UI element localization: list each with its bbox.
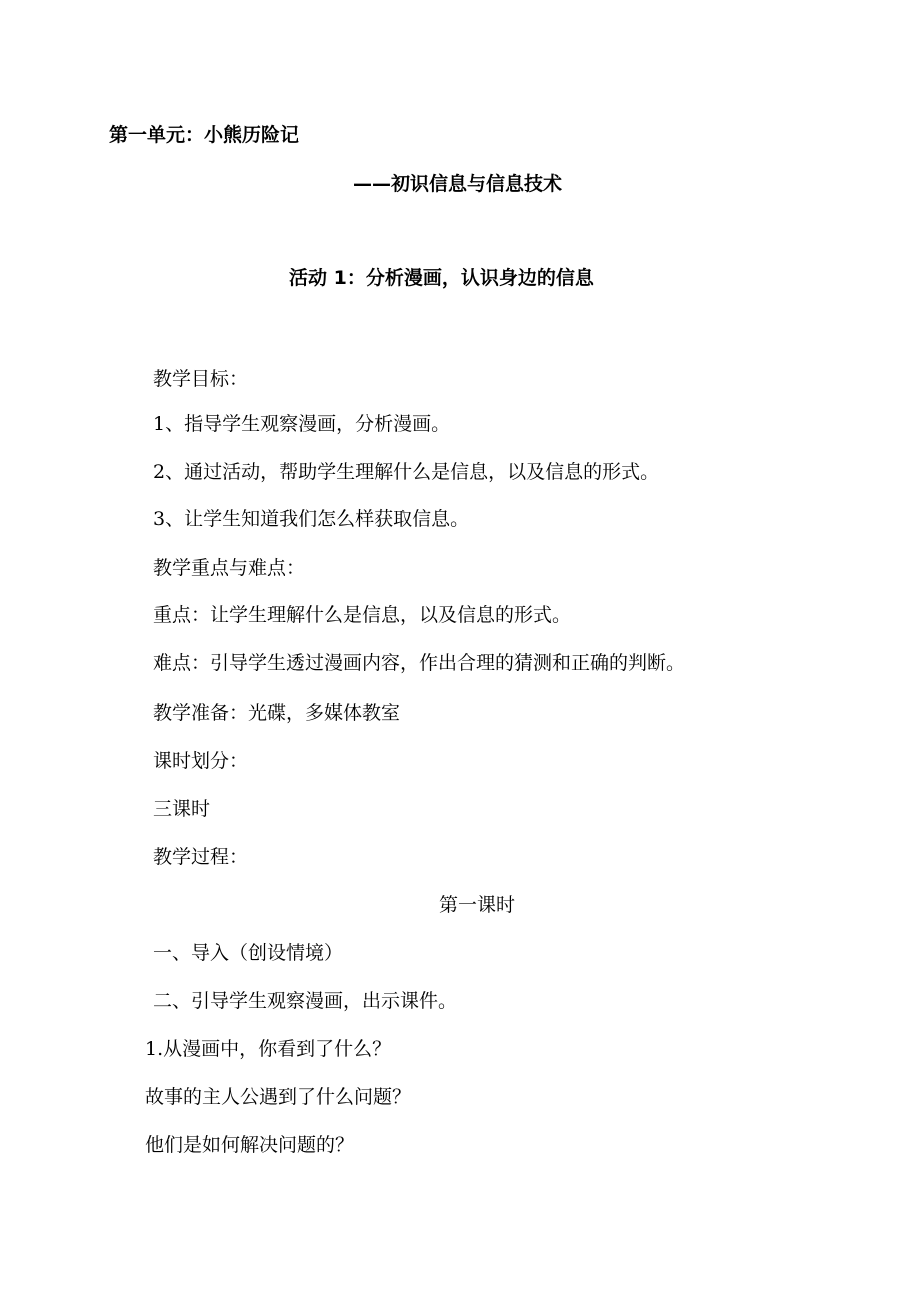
key-point-difficulty: 难点：引导学生透过漫画内容，作出合理的猜测和正确的判断。 bbox=[153, 652, 686, 674]
key-points-heading: 教学重点与难点： bbox=[153, 557, 306, 579]
teaching-preparation: 教学准备：光碟，多媒体教室 bbox=[153, 702, 401, 724]
process-step: 二、引导学生观察漫画，出示课件。 bbox=[153, 990, 458, 1012]
objective-item: 2、通过活动，帮助学生理解什么是信息，以及信息的形式。 bbox=[153, 461, 660, 483]
unit-title: 第一单元：小熊历险记 bbox=[109, 124, 300, 146]
process-step: 1.从漫画中，你看到了什么？ bbox=[145, 1038, 392, 1060]
process-step: 他们是如何解决问题的？ bbox=[145, 1134, 355, 1156]
objective-item: 1、指导学生观察漫画，分析漫画。 bbox=[153, 413, 451, 435]
objective-item: 3、让学生知道我们怎么样获取信息。 bbox=[153, 508, 470, 530]
activity-title: 活动 1：分析漫画，认识身边的信息 bbox=[289, 267, 594, 289]
schedule-value: 三课时 bbox=[153, 798, 211, 820]
key-point-focus: 重点：让学生理解什么是信息，以及信息的形式。 bbox=[153, 604, 572, 626]
process-heading: 教学过程： bbox=[153, 846, 249, 868]
lesson-title: 第一课时 bbox=[439, 894, 516, 916]
schedule-heading: 课时划分： bbox=[153, 750, 249, 772]
document-subtitle: ——初识信息与信息技术 bbox=[353, 173, 563, 195]
process-step: 一、导入（创设情境） bbox=[153, 942, 344, 964]
process-step: 故事的主人公遇到了什么问题？ bbox=[145, 1086, 412, 1108]
objectives-heading: 教学目标： bbox=[153, 368, 249, 390]
